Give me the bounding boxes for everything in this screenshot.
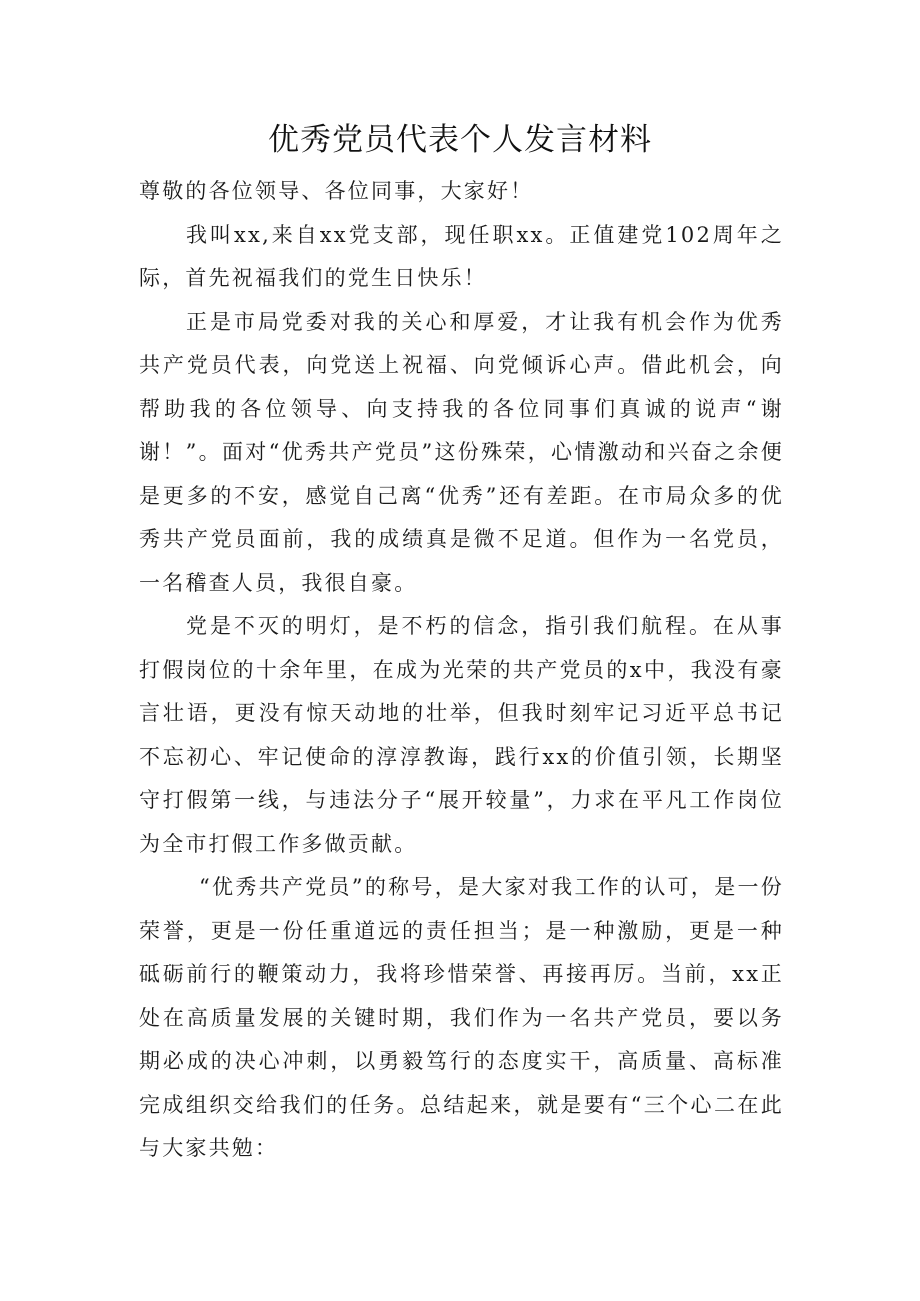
honor-paragraph: “优秀共产党员”的称号，是大家对我工作的认可，是一份荣誉，更是一份任重道远的责任担当；是一种激励，更是一种砥砺前行的鞭策动力，我将珍惜荣誉、再接再厉。当前，xx正处在高质量发展的关键时期，我们作为一名共产党员，要以务期必成的决心冲刺，以勇毅笃行的态度实干，高质量、高标准完成组织交给我们的任务。总结起来，就是要有“三个心二在此与大家共勉： <box>139 875 784 1160</box>
gratitude-paragraph: 正是市局党委对我的关心和厚爱，才让我有机会作为优秀共产党员代表，向党送上祝福、向党倾诉心声。借此机会，向帮助我的各位领导、向支持我的各位同事们真诚的说声“谢谢！”。面对“优秀共产党员”这份殊荣，心情激动和兴奋之余便是更多的不安，感觉自己离“优秀”还有差距。在市局众多的优秀共产党员面前，我的成绩真是微不足道。但作为一名党员，一名稽查人员，我很自豪。 <box>139 309 784 595</box>
document-body <box>139 170 784 1171</box>
party-work-paragraph: 党是不灭的明灯，是不朽的信念，指引我们航程。在从事打假岗位的十余年里，在成为光荣的共产党员的x中，我没有豪言壮语，更没有惊天动地的壮举，但我时刻牢记习近平总书记不忘初心、牢记使命的淳淳教诲，践行xx的价值引领，长期坚守打假第一线，与违法分子“展开较量”，力求在平凡工作岗位为全市打假工作多做贡献。 <box>139 614 784 856</box>
greeting-paragraph: 尊敬的各位领导、各位同事，大家好！ <box>139 179 534 203</box>
document-title: 优秀党员代表个人发言材料 <box>268 122 652 158</box>
introduction-paragraph: 我叫xx,来自xx党支部，现任职xx。正值建党102周年之际，首先祝福我们的党生日快乐！ <box>139 222 784 290</box>
